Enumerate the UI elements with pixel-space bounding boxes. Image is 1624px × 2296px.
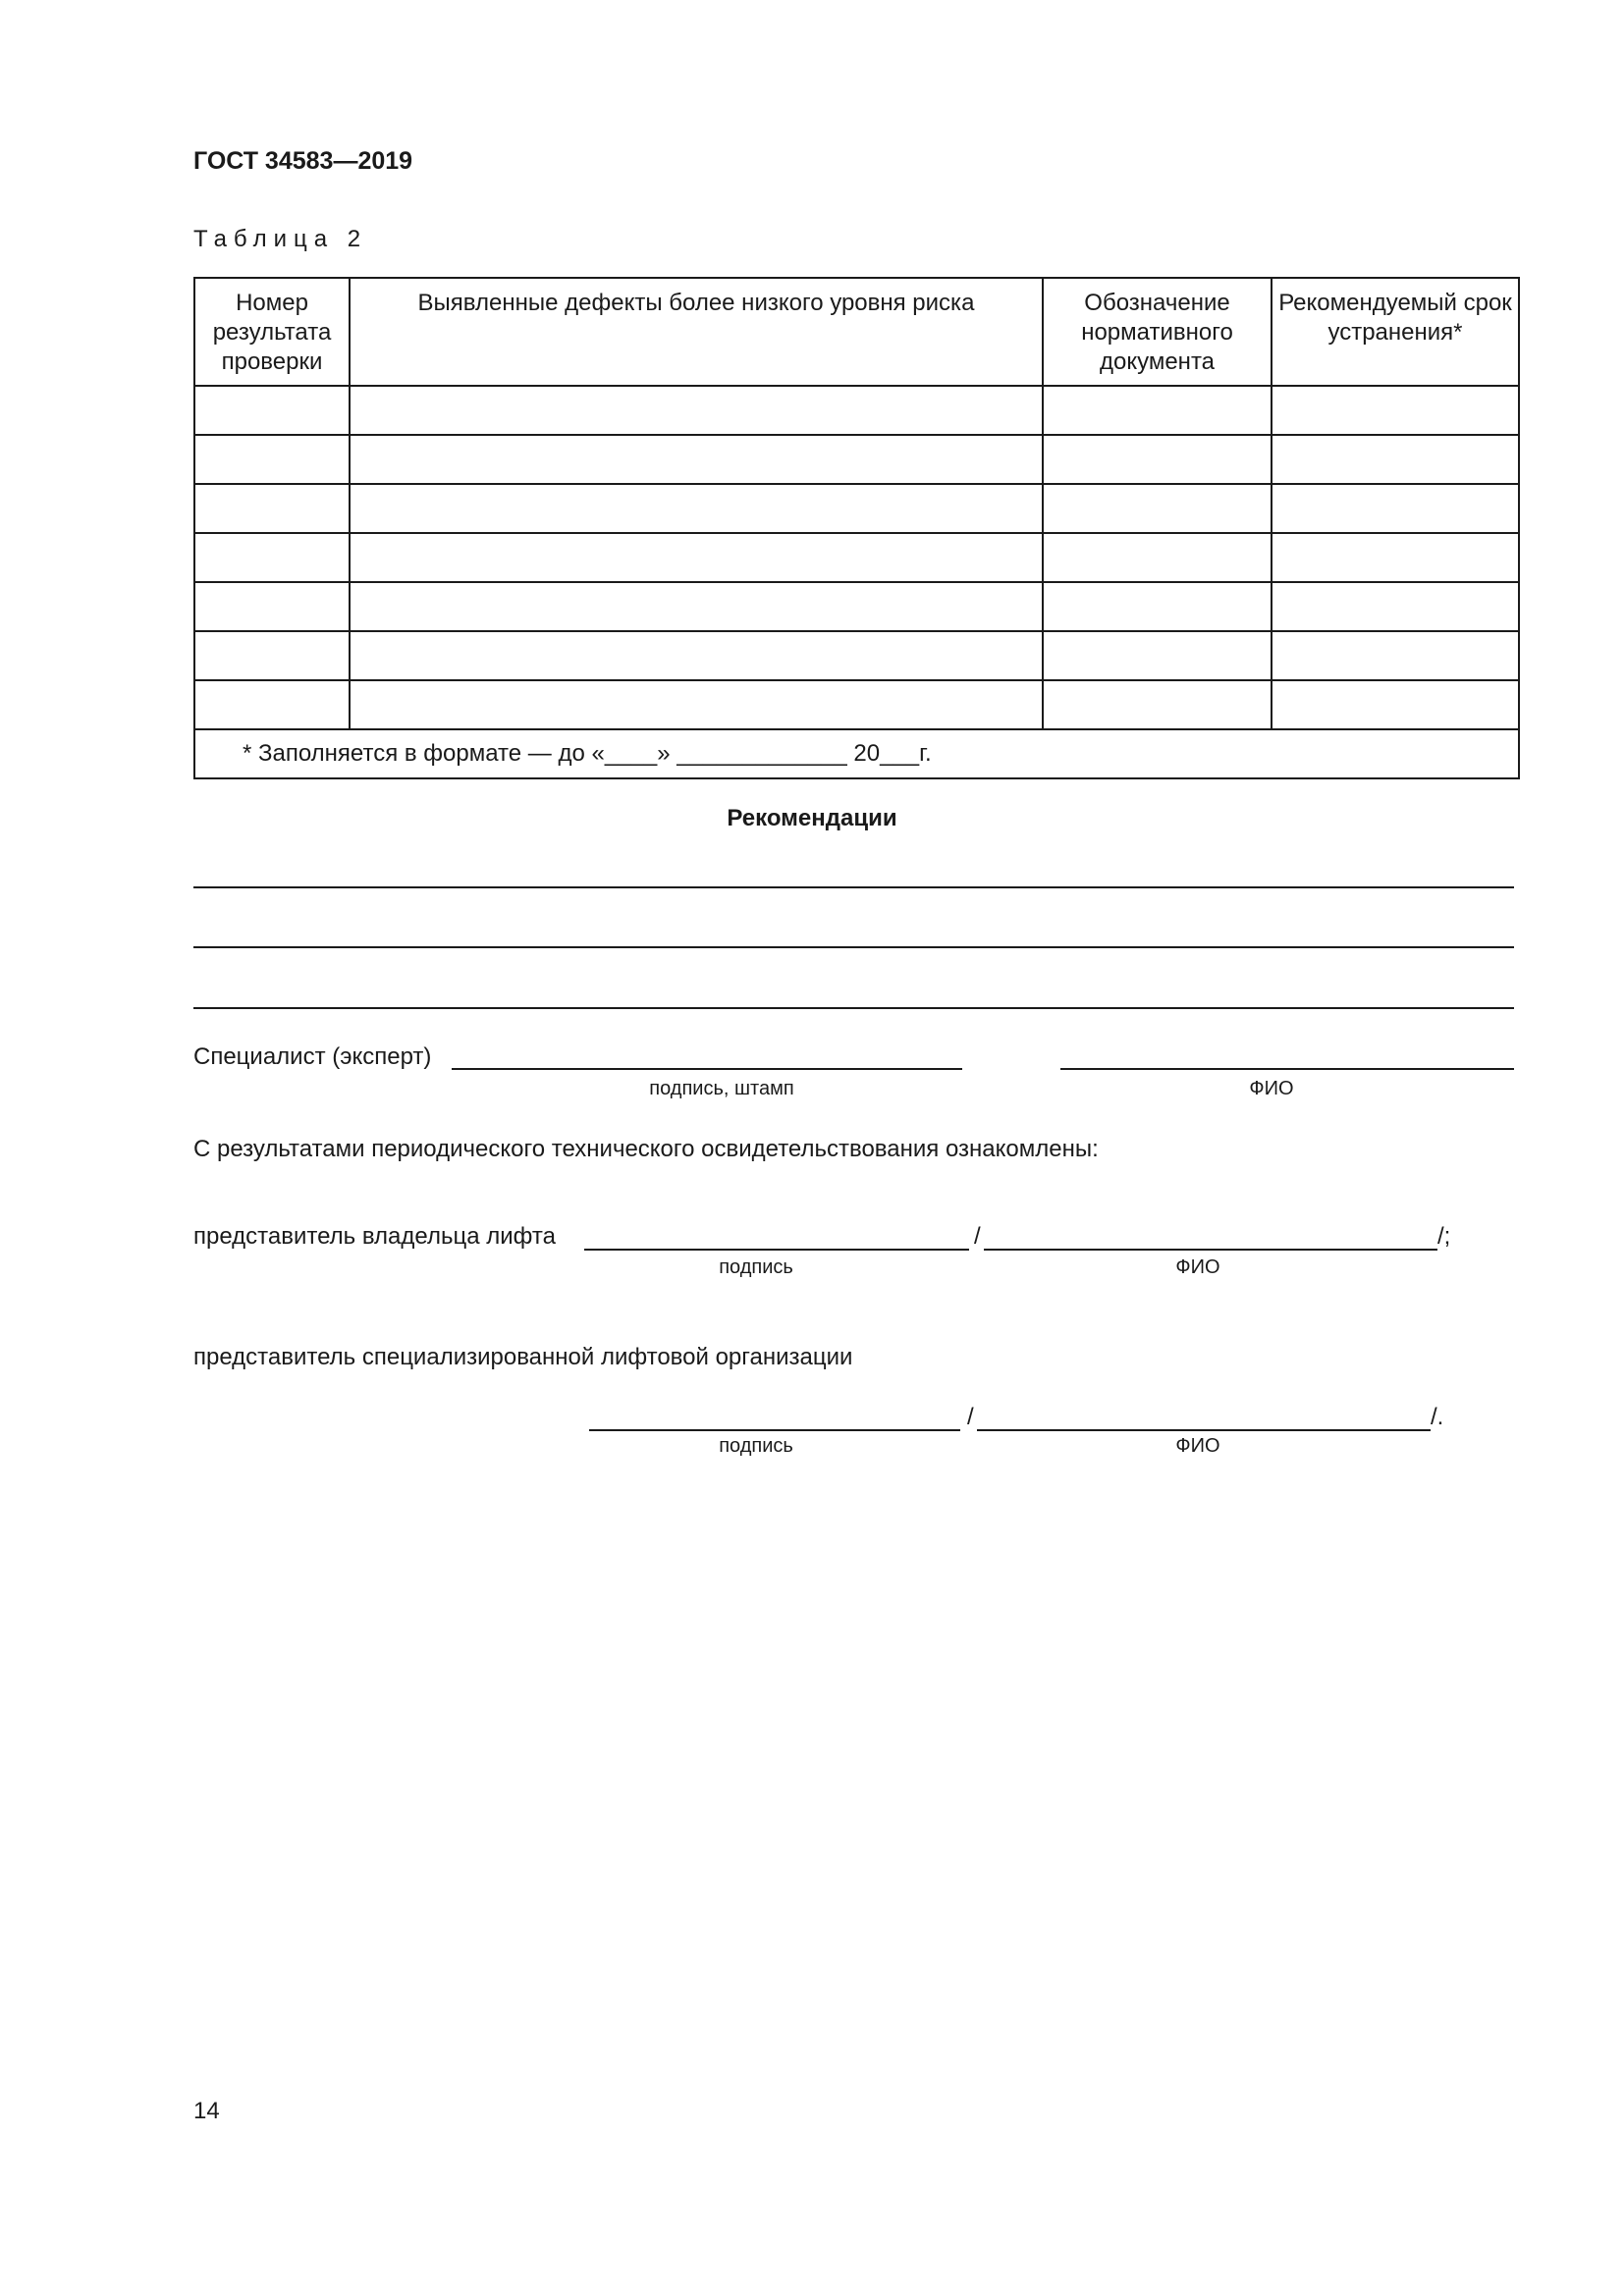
recommendations-line-2[interactable] (193, 946, 1514, 948)
table-row (194, 631, 1519, 680)
table-footnote-row (194, 729, 1519, 778)
table-body (194, 386, 1519, 778)
table-cell[interactable] (194, 484, 350, 533)
org-rep-name-caption: ФИО (1175, 1435, 1220, 1457)
org-rep-slash: / (967, 1404, 974, 1430)
table-cell[interactable] (1272, 435, 1519, 484)
table-row (194, 582, 1519, 631)
recommendations-line-1[interactable] (193, 886, 1514, 888)
org-rep-signature-caption: подпись (719, 1435, 793, 1457)
acquainted-text: С результатами периодического технического освидетельствования ознакомлены: (193, 1136, 1099, 1162)
table-row (194, 680, 1519, 729)
table-cell[interactable] (194, 386, 350, 435)
owner-rep-slash: / (974, 1223, 981, 1250)
table-caption: Таблица 2 (193, 226, 368, 252)
owner-rep-name-caption: ФИО (1175, 1256, 1220, 1278)
table-cell[interactable] (1043, 582, 1272, 631)
column-header-defects: Выявленные дефекты более низкого уровня риска (350, 278, 1043, 386)
table-cell[interactable] (1272, 484, 1519, 533)
org-rep-end: /. (1431, 1404, 1444, 1430)
table-cell[interactable] (1272, 631, 1519, 680)
owner-rep-end: /; (1437, 1223, 1451, 1250)
org-rep-label: представитель специализированной лифтовой организации (193, 1344, 853, 1370)
table-cell[interactable] (194, 533, 350, 582)
table-cell[interactable] (350, 582, 1043, 631)
owner-rep-signature-caption: подпись (719, 1256, 793, 1278)
table-cell[interactable] (194, 631, 350, 680)
table-cell[interactable] (194, 435, 350, 484)
table-cell[interactable] (350, 533, 1043, 582)
specialist-label: Специалист (эксперт) (193, 1043, 432, 1070)
org-rep-name-line[interactable] (977, 1429, 1431, 1431)
table-cell[interactable] (1272, 533, 1519, 582)
page-number: 14 (193, 2098, 220, 2124)
recommendations-line-3[interactable] (193, 1007, 1514, 1009)
table-footnote: * Заполняется в формате — до «____» _____________ 20___г. (194, 729, 1519, 778)
table-cell[interactable] (1043, 631, 1272, 680)
table-cell[interactable] (1043, 386, 1272, 435)
table-cell[interactable] (350, 386, 1043, 435)
table-cell[interactable] (194, 680, 350, 729)
table-row (194, 484, 1519, 533)
table-row (194, 435, 1519, 484)
column-header-check-number: Номер результата проверки (194, 278, 350, 386)
owner-rep-name-line[interactable] (984, 1249, 1437, 1251)
table-cell[interactable] (1043, 533, 1272, 582)
specialist-name-line[interactable] (1060, 1068, 1514, 1070)
owner-rep-label: представитель владельца лифта (193, 1223, 556, 1250)
table-header-row (194, 278, 1519, 386)
table-row (194, 386, 1519, 435)
recommendations-title: Рекомендации (727, 805, 897, 831)
defects-table (193, 277, 1520, 779)
specialist-signature-line[interactable] (452, 1068, 962, 1070)
table-cell[interactable] (350, 680, 1043, 729)
table-cell[interactable] (1272, 386, 1519, 435)
owner-rep-signature-line[interactable] (584, 1249, 969, 1251)
specialist-name-caption: ФИО (1249, 1078, 1294, 1099)
table-cell[interactable] (1272, 582, 1519, 631)
table-cell[interactable] (1043, 680, 1272, 729)
table-cell[interactable] (194, 582, 350, 631)
document-header: ГОСТ 34583—2019 (193, 147, 413, 175)
specialist-signature-caption: подпись, штамп (649, 1078, 794, 1099)
table-cell[interactable] (1043, 435, 1272, 484)
table-row (194, 533, 1519, 582)
table-cell[interactable] (350, 631, 1043, 680)
table-cell[interactable] (1043, 484, 1272, 533)
column-header-deadline: Рекомендуемый срок устранения* (1272, 278, 1519, 386)
table-cell[interactable] (1272, 680, 1519, 729)
column-header-normative-doc: Обозначение нормативного документа (1043, 278, 1272, 386)
table-cell[interactable] (350, 484, 1043, 533)
table-cell[interactable] (350, 435, 1043, 484)
org-rep-signature-line[interactable] (589, 1429, 960, 1431)
